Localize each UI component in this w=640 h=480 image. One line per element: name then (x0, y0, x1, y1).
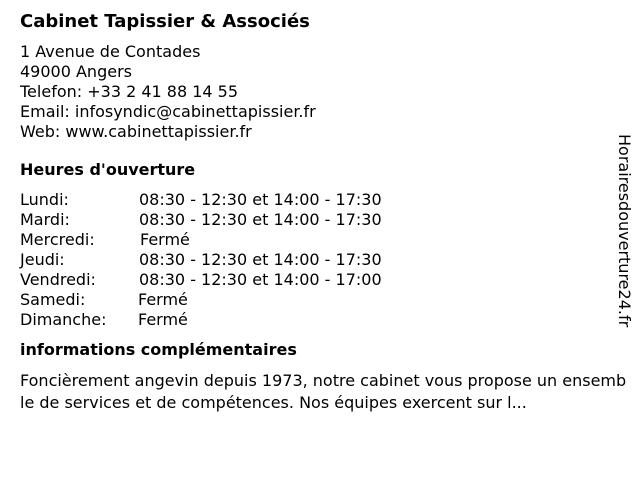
day-label: Vendredi: (20, 270, 96, 289)
day-label: Samedi: (20, 290, 86, 309)
watermark-text: Horairesdouverture24.fr (615, 134, 634, 328)
day-label: Mardi: (20, 210, 70, 229)
hours-heading: Heures d'ouverture (20, 160, 196, 179)
time-value: 08:30 - 12:30 et 14:00 - 17:30 (139, 210, 382, 229)
hours-row-vendredi (20, 270, 620, 290)
email-text: Email: infosyndic@cabinettapissier.fr (20, 102, 316, 121)
info-description: Foncièrement angevin depuis 1973, notre cabinet vous propose un ensemble de services et de compétences. Nos équipes exercent sur l... (20, 371, 627, 412)
day-label: Dimanche: (20, 310, 107, 329)
company-name: Cabinet Tapissier & Associés (20, 11, 310, 32)
hours-row-samedi (20, 290, 620, 310)
time-value: Fermé (138, 290, 188, 309)
time-value: Fermé (138, 310, 188, 329)
time-value: 08:30 - 12:30 et 14:00 - 17:30 (139, 250, 382, 269)
contact-block (20, 42, 620, 142)
hours-row-mercredi (20, 230, 620, 250)
day-label: Jeudi: (20, 250, 65, 269)
day-label: Lundi: (20, 190, 69, 209)
hours-row-mardi (20, 210, 620, 230)
time-value: 08:30 - 12:30 et 14:00 - 17:30 (139, 190, 382, 209)
address-street: 1 Avenue de Contades (20, 42, 201, 61)
time-value: 08:30 - 12:30 et 14:00 - 17:00 (139, 270, 382, 289)
hours-row-jeudi (20, 250, 620, 270)
hours-table (20, 190, 620, 330)
info-heading: informations complémentaires (20, 340, 297, 359)
address-city: 49000 Angers (20, 62, 132, 81)
hours-row-lundi (20, 190, 620, 210)
hours-row-dimanche (20, 310, 620, 330)
time-value: Fermé (140, 230, 190, 249)
day-label: Mercredi: (20, 230, 95, 249)
website-text: Web: www.cabinettapissier.fr (20, 122, 252, 141)
phone-text: Telefon: +33 2 41 88 14 55 (20, 82, 239, 101)
